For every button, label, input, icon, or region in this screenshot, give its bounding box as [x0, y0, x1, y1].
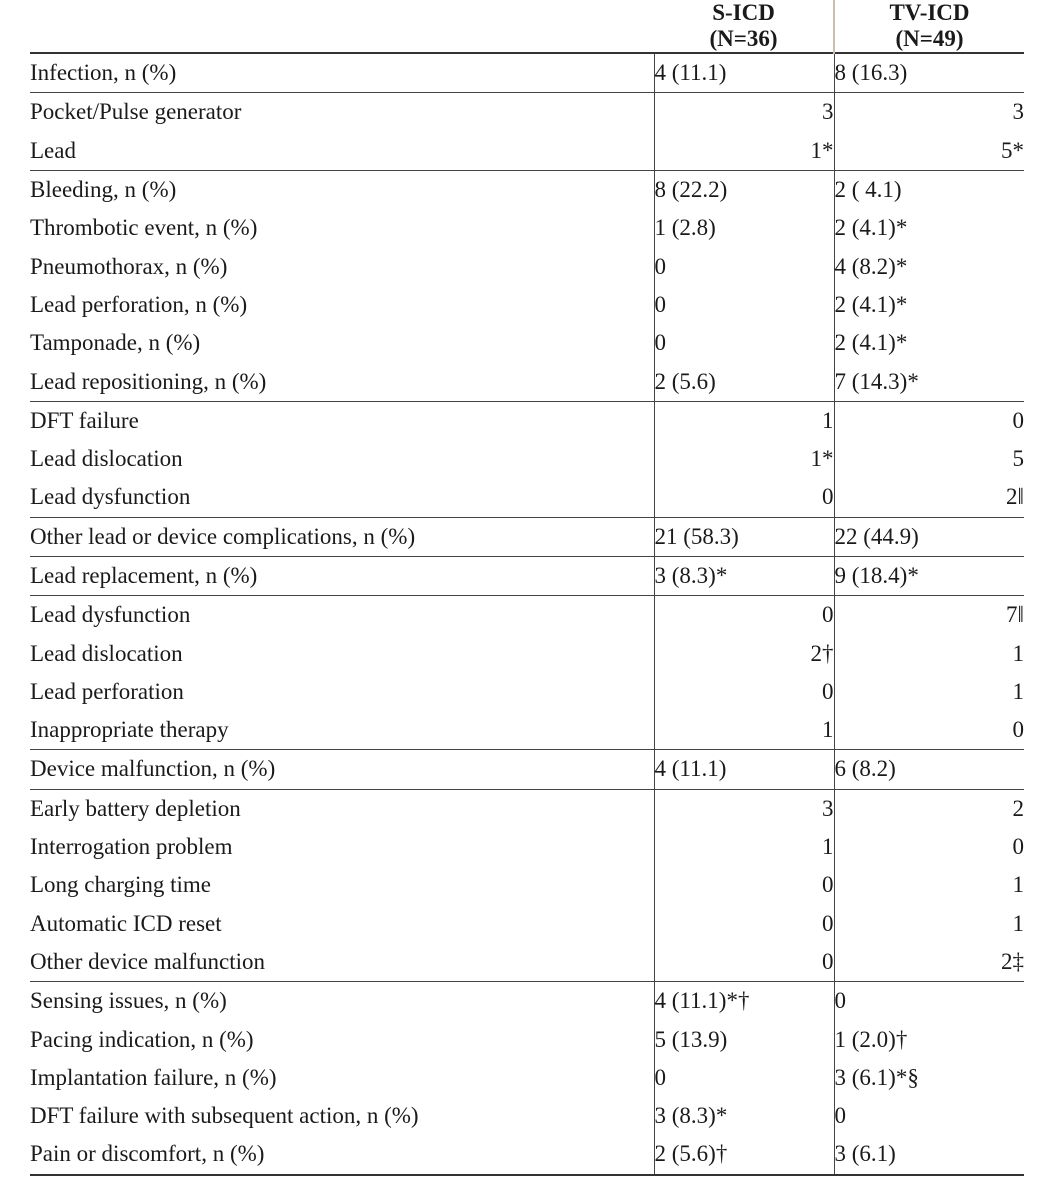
tv-icd-value: 1 (2.0)† [834, 1020, 1024, 1058]
header-row [30, 0, 1024, 53]
tv-icd-value: 2 (4.1)* [834, 209, 1024, 247]
s-icd-value: 3 [654, 789, 834, 828]
row-label: Lead perforation [30, 678, 184, 704]
tv-icd-value: 8 (16.3) [834, 53, 1024, 93]
header-s-icd-title: S-ICD [712, 0, 775, 25]
table-row [30, 866, 1024, 904]
s-icd-value: 4 (11.1) [654, 750, 834, 789]
tv-icd-value: 4 (8.2)* [834, 247, 1024, 285]
row-label: Lead repositioning, n (%) [30, 368, 267, 394]
row-label: Thrombotic event, n (%) [30, 215, 258, 241]
s-icd-value: 21 (58.3) [654, 517, 834, 556]
table-row [30, 517, 1024, 556]
tv-icd-value: 22 (44.9) [834, 517, 1024, 556]
table-row [30, 1097, 1024, 1135]
s-icd-value: 3 [654, 93, 834, 132]
table-row [30, 943, 1024, 982]
header-tv-icd [834, 0, 1024, 53]
table-row [30, 286, 1024, 324]
s-icd-value: 3 (8.3)* [654, 556, 834, 595]
s-icd-value: 0 [654, 673, 834, 711]
row-label: Long charging time [30, 872, 211, 898]
tv-icd-value: 1 [834, 673, 1024, 711]
row-label: Pain or discomfort, n (%) [30, 1135, 654, 1174]
s-icd-value: 2† [654, 634, 834, 672]
table-row [30, 750, 1024, 789]
tv-icd-value: 1 [834, 905, 1024, 943]
tv-icd-value: 0 [834, 982, 1024, 1021]
row-label: Lead dislocation [30, 640, 183, 666]
row-label: Device malfunction, n (%) [30, 750, 654, 789]
s-icd-value: 5 (13.9) [654, 1020, 834, 1058]
header-tv-icd-n: (N=49) [895, 26, 964, 51]
tv-icd-value: 2 ( 4.1) [834, 170, 1024, 209]
s-icd-value: 0 [654, 324, 834, 362]
row-label: Pacing indication, n (%) [30, 1026, 254, 1052]
row-label: Other lead or device complications, n (%) [30, 517, 654, 556]
s-icd-value: 1 (2.8) [654, 209, 834, 247]
s-icd-value: 0 [654, 286, 834, 324]
table-row [30, 209, 1024, 247]
table-row [30, 1059, 1024, 1097]
row-label: Interrogation problem [30, 834, 233, 860]
table-row [30, 789, 1024, 828]
tv-icd-value: 7 (14.3)* [834, 362, 1024, 401]
s-icd-value: 0 [654, 866, 834, 904]
header-s-icd-n: (N=36) [709, 26, 778, 51]
tv-icd-value: 3 (6.1) [834, 1135, 1024, 1174]
s-icd-value: 0 [654, 596, 834, 635]
tv-icd-value: 2 (4.1)* [834, 286, 1024, 324]
tv-icd-value: 0 [834, 401, 1024, 440]
table-row [30, 982, 1024, 1021]
table-row [30, 905, 1024, 943]
row-label: Lead dysfunction [30, 596, 654, 635]
s-icd-value: 1* [654, 440, 834, 478]
tv-icd-value: 1 [834, 634, 1024, 672]
tv-icd-value: 7‖ [834, 596, 1024, 635]
row-label: Lead dislocation [30, 446, 183, 472]
table-row [30, 324, 1024, 362]
s-icd-value: 2 (5.6)† [654, 1135, 834, 1174]
row-label: DFT failure with subsequent action, n (%) [30, 1103, 419, 1129]
table-row [30, 1135, 1024, 1174]
row-label: Pneumothorax, n (%) [30, 253, 228, 279]
table-row [30, 362, 1024, 401]
table-row [30, 596, 1024, 635]
s-icd-value: 1 [654, 401, 834, 440]
row-label: Pocket/Pulse generator [30, 93, 654, 132]
table-row [30, 53, 1024, 93]
table-row [30, 93, 1024, 132]
tv-icd-value: 0 [834, 828, 1024, 866]
tv-icd-value: 2 [834, 789, 1024, 828]
header-tv-icd-title: TV-ICD [889, 0, 970, 25]
tv-icd-value: 5 [834, 440, 1024, 478]
row-label: Bleeding, n (%) [30, 170, 654, 209]
s-icd-value: 0 [654, 478, 834, 517]
s-icd-value: 1* [654, 132, 834, 171]
row-label: Inappropriate therapy [30, 717, 229, 743]
table-row [30, 673, 1024, 711]
row-label: Early battery depletion [30, 789, 654, 828]
table-row [30, 440, 1024, 478]
row-label: Lead [30, 137, 76, 163]
row-label: Lead dysfunction [30, 484, 191, 510]
s-icd-value: 0 [654, 247, 834, 285]
tv-icd-value: 2‡ [834, 943, 1024, 982]
s-icd-value: 0 [654, 905, 834, 943]
table-row [30, 711, 1024, 750]
header-s-icd [654, 0, 834, 53]
complications-table [30, 0, 1024, 1176]
s-icd-value: 0 [654, 943, 834, 982]
s-icd-value: 4 (11.1) [654, 53, 834, 93]
s-icd-value: 2 (5.6) [654, 362, 834, 401]
s-icd-value: 3 (8.3)* [654, 1097, 834, 1135]
tv-icd-value: 2‖ [834, 478, 1024, 517]
tv-icd-value: 3 (6.1)*§ [834, 1059, 1024, 1097]
row-label: DFT failure [30, 401, 654, 440]
s-icd-value: 1 [654, 711, 834, 750]
s-icd-value: 4 (11.1)*† [654, 982, 834, 1021]
tv-icd-value: 5* [834, 132, 1024, 171]
table-row [30, 556, 1024, 595]
s-icd-value: 1 [654, 828, 834, 866]
s-icd-value: 0 [654, 1059, 834, 1097]
row-label: Implantation failure, n (%) [30, 1064, 277, 1090]
table-row [30, 478, 1024, 517]
row-label: Infection, n (%) [30, 53, 654, 93]
row-label: Automatic ICD reset [30, 910, 222, 936]
table-body [30, 53, 1024, 1175]
row-label: Lead perforation, n (%) [30, 291, 248, 317]
tv-icd-value: 0 [834, 711, 1024, 750]
header-label-cell [30, 0, 654, 53]
row-label: Other device malfunction [30, 948, 266, 974]
table-row [30, 132, 1024, 171]
row-label: Tamponade, n (%) [30, 330, 201, 356]
row-label: Sensing issues, n (%) [30, 982, 654, 1021]
table-row [30, 828, 1024, 866]
table-row [30, 170, 1024, 209]
table-row [30, 634, 1024, 672]
tv-icd-value: 3 [834, 93, 1024, 132]
row-label: Lead replacement, n (%) [30, 556, 654, 595]
table-row [30, 247, 1024, 285]
tv-icd-value: 0 [834, 1097, 1024, 1135]
tv-icd-value: 9 (18.4)* [834, 556, 1024, 595]
table-row [30, 401, 1024, 440]
table-row [30, 1020, 1024, 1058]
tv-icd-value: 2 (4.1)* [834, 324, 1024, 362]
tv-icd-value: 6 (8.2) [834, 750, 1024, 789]
s-icd-value: 8 (22.2) [654, 170, 834, 209]
tv-icd-value: 1 [834, 866, 1024, 904]
